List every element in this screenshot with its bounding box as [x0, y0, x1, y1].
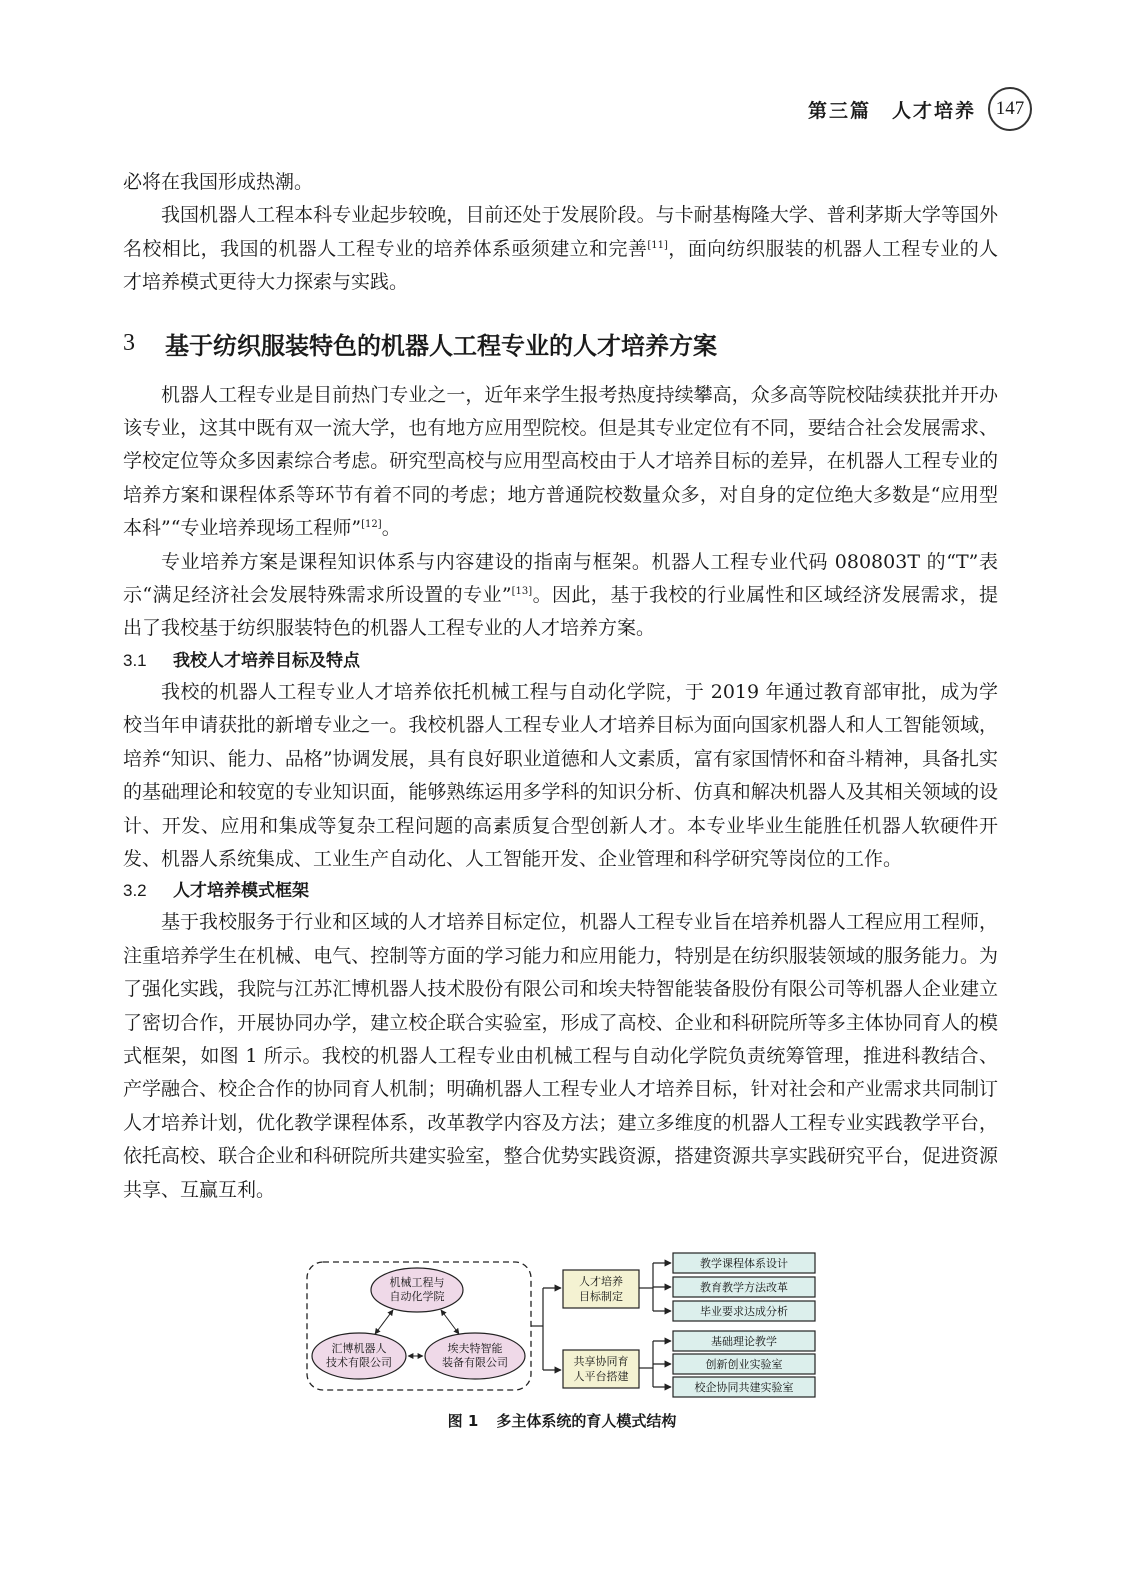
subsection-title: 人才培养模式框架 [173, 881, 309, 902]
platform-line2: 人平台搭建 [573, 1370, 629, 1383]
header-title: 第三篇 人才培养 [807, 99, 976, 122]
college-label-line2: 自动化学院 [389, 1290, 445, 1303]
item-joint-lab: 校企协同共建实验室 [694, 1381, 794, 1394]
item-graduation-analysis: 毕业要求达成分析 [700, 1305, 788, 1318]
subsection-number: 3.2 [123, 881, 147, 901]
figure-caption [0, 1410, 1124, 1431]
running-header [808, 88, 1032, 130]
section-title: 基于纺织服装特色的机器人工程专业的人才培养方案 [165, 330, 717, 360]
page-number: 147 [988, 87, 1032, 131]
article-body [123, 166, 998, 1207]
link-college-efort [441, 1310, 459, 1334]
item-theory-teaching: 基础理论教学 [711, 1335, 777, 1348]
efort-label-line2: 装备有限公司 [442, 1356, 508, 1369]
figure-1 [305, 1250, 825, 1400]
huibo-label-line2: 技术有限公司 [326, 1356, 392, 1369]
section-heading [123, 326, 998, 361]
link-college-huibo [375, 1310, 393, 1334]
huibo-label-line1: 汇博机器人 [331, 1342, 387, 1355]
item-curriculum-design: 教学课程体系设计 [700, 1257, 788, 1270]
subsection-heading [123, 876, 998, 906]
subsection-heading [123, 646, 998, 676]
item-innovation-lab: 创新创业实验室 [705, 1358, 783, 1371]
paragraph: 专业培养方案是课程知识体系与内容建设的指南与框架。机器人工程专业代码 080803T 的“T”表示“满足经济社会发展特殊需求所设置的专业”[13]。因此，基于我校的行业属性和区域经济发展需求，提出了我校基于纺织服装特色的机器人工程专业的人才培养方案。 [123, 550, 998, 640]
citation: [12] [361, 519, 382, 531]
platform-line1: 共享协同育 [573, 1355, 629, 1368]
paragraph: 必将在我国形成热潮。 [123, 171, 314, 193]
subsection-title: 我校人才培养目标及特点 [173, 650, 360, 671]
paragraph: 我国机器人工程本科专业起步较晚，目前还处于发展阶段。与卡耐基梅隆大学、普利茅斯大学等国外名校相比，我国的机器人工程专业的培养体系亟须建立和完善[11]，面向纺织服装的机器人工程专业的人才培养模式更待大力探索与实践。 [123, 204, 998, 294]
figure-label: 图 1 [447, 1412, 479, 1430]
goal-setting-line2: 目标制定 [579, 1290, 623, 1303]
section-number: 3 [123, 329, 135, 356]
paragraph: 我校的机器人工程专业人才培养依托机械工程与自动化学院，于 2019 年通过教育部审批，成为学校当年申请获批的新增专业之一。我校机器人工程专业人才培养目标为面向国家机器人和人工智能领域，培养“知识、能力、品格”协调发展，具有良好职业道德和人文素质，富有家国情怀和奋斗精神，具备扎实的基础理论和较宽的专业知识面，能够熟练运用多学科的知识分析、仿真和解决机器人及其相关领域的设计、开发、应用和集成等复杂工程问题的高素质复合型创新人才。本专业毕业生能胜任机器人软硬件开发、机器人系统集成、工业生产自动化、人工智能开发、企业管理和科学研究等岗位的工作。 [123, 680, 998, 870]
subsection-number: 3.1 [123, 650, 147, 670]
college-label-line1: 机械工程与 [389, 1276, 445, 1289]
goal-setting-line1: 人才培养 [579, 1275, 623, 1288]
paragraph: 机器人工程专业是目前热门专业之一，近年来学生报考热度持续攀高，众多高等院校陆续获批并开办该专业，这其中既有双一流大学，也有地方应用型院校。但是其专业定位有不同，要结合社会发展需求、学校定位等众多因素综合考虑。研究型高校与应用型高校由于人才培养目标的差异，在机器人工程专业的培养方案和课程体系等环节有着不同的考虑；地方普通院校数量众多，对自身的定位绝大多数是“应用型本科”“专业培养现场工程师”[12]。 [123, 383, 998, 540]
efort-label-line1: 埃夫特智能 [447, 1342, 503, 1355]
citation: [13] [511, 586, 533, 598]
item-teaching-reform: 教育教学方法改革 [700, 1281, 788, 1294]
figure-title: 多主体系统的育人模式结构 [496, 1412, 677, 1430]
paragraph: 基于我校服务于行业和区域的人才培养目标定位，机器人工程专业旨在培养机器人工程应用工程师，注重培养学生在机械、电气、控制等方面的学习能力和应用能力，特别是在纺织服装领域的服务能力。为了强化实践，我院与江苏汇博机器人技术股份有限公司和埃夫特智能装备股份有限公司等机器人企业建立了密切合作，开展协同办学，建立校企联合实验室，形成了高校、企业和科研院所等多主体协同育人的模式框架，如图 1 所示。我校的机器人工程专业由机械工程与自动化学院负责统筹管理，推进科教结合、产学融合、校企合作的协同育人机制；明确机器人工程专业人才培养目标，针对社会和产业需求共同制订人才培养计划，优化教学课程体系，改革教学内容及方法；建立多维度的机器人工程专业实践教学平台，依托高校、联合企业和科研院所共建实验室，整合优势实践资源，搭建资源共享实践研究平台，促进资源共享、互赢互利。 [123, 911, 998, 1201]
diagram [305, 1250, 825, 1400]
citation: [11] [647, 239, 668, 251]
